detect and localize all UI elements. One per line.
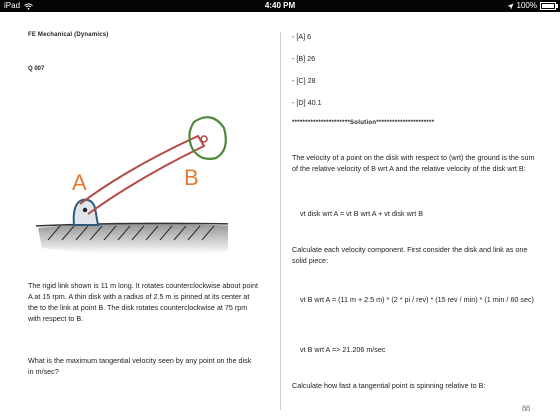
solution-paragraph-2: Calculate each velocity component. First consider the disk and link as one solid piece: (292, 245, 528, 265)
pivot-a-pin (83, 208, 87, 212)
status-right (507, 0, 556, 12)
pivot-a (74, 200, 98, 225)
battery-icon (540, 2, 556, 10)
status-bar (0, 0, 560, 12)
question-text: What is the maximum tangential velocity seen by any point on the disk in m/sec? (28, 356, 252, 376)
disk-b-pin (201, 136, 207, 142)
clock: 4:40 PM (264, 1, 296, 10)
device-label: iPad (4, 1, 21, 10)
equation-3: vt B wrt A => 21.206 m/sec (300, 345, 386, 354)
choice-b: - [B] 26 (292, 54, 316, 63)
ebook-page[interactable] (0, 12, 560, 420)
location-arrow-icon (507, 3, 514, 10)
label-b: B (184, 165, 199, 190)
section-heading: FE Mechanical (Dynamics) (28, 32, 109, 38)
choice-a: - [A] 6 (292, 32, 312, 41)
equation-2: vt B wrt A = (11 m + 2.5 m) * (2 * pi / rev) * (15 rev / min) * (1 min / 60 sec) (300, 295, 534, 304)
choice-d: - [D] 40.1 (292, 98, 322, 107)
choice-c: - [C] 28 (292, 76, 316, 85)
question-number: Q 007 (28, 66, 45, 72)
label-a: A (72, 170, 87, 195)
column-divider (280, 32, 281, 410)
solution-paragraph-1: The velocity of a point on the disk with respect to (wrt) the ground is the sum of the relative velocity of B wrt A and the relative velocity of the disk wrt B: (292, 153, 535, 173)
page-number: 88 (522, 404, 530, 413)
left-column (28, 32, 268, 72)
linkage-figure (28, 100, 228, 260)
solution-header: **********************Solution********************** (292, 120, 435, 126)
battery-percent: 100% (516, 1, 537, 10)
solution-paragraph-3: Calculate how fast a tangential point is spinning relative to B: (292, 381, 486, 390)
problem-statement: The rigid link shown is 11 m long. It rotates counterclockwise about point A at 15 rpm. A thin disk with a radius of 2.5 m is pinned at its center at the to the link at point B. The disk rotates counterclockwise at 75 rpm with respect to B. (28, 281, 258, 323)
equation-1: vt disk wrt A = vt B wrt A + vt disk wrt B (300, 209, 424, 218)
